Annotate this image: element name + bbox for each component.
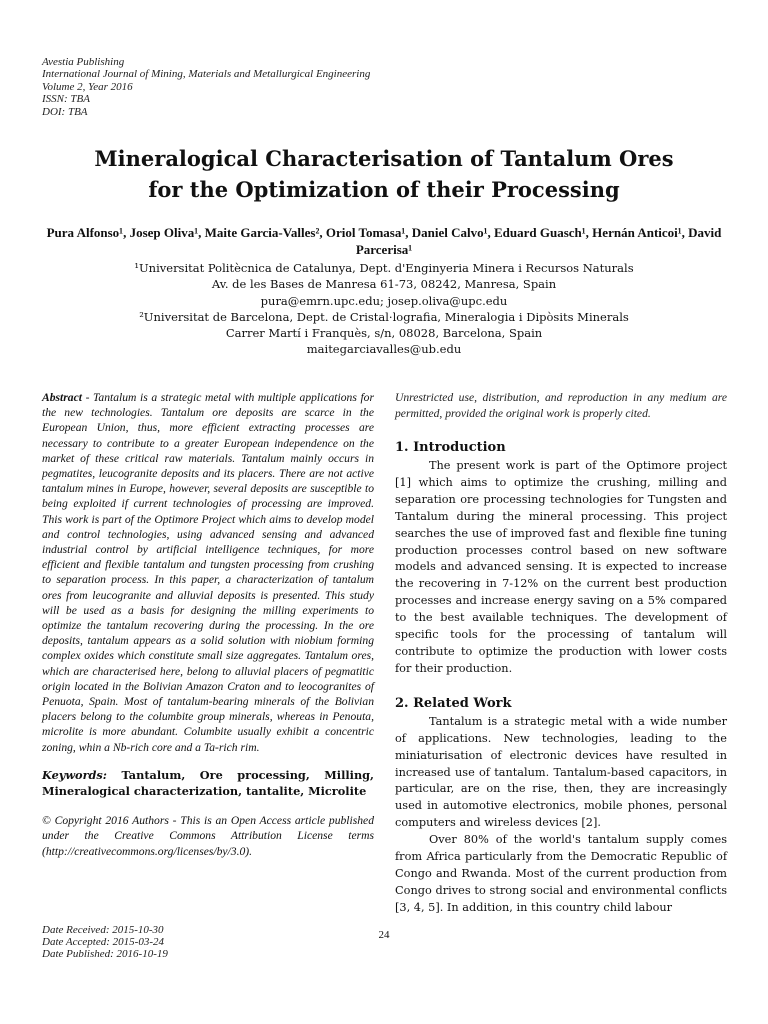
keywords-label: Keywords: [42, 767, 107, 782]
issn-info: ISSN: TBA [42, 93, 90, 106]
abstract-label: Abstract [42, 391, 82, 404]
volume-info: Volume 2, Year 2016 [42, 80, 133, 93]
date-published: Date Published: 2016-10-19 [42, 947, 168, 960]
page-number: 24 [378, 929, 390, 941]
journal-name: International Journal of Mining, Materials and Metallurgical Engineering [42, 68, 371, 81]
affiliation-1-emails: pura@emrn.upc.edu; josep.oliva@upc.edu [260, 293, 508, 308]
introduction-paragraph: The present work is part of the Optimore project [1] which aims to optimize the crushing, milling and separation ore processing technologies for Tungsten and Tantalum during the mineral processing. This project searches the use of improved fast and flexible fine tuning production processes control based on new software models and advanced sensing. It is expected to increase the recovering in 7-12% on the current best production processes and increase energy saving on a 5% compared to the best available techniques. The development of specific tools for the processing of tantalum will contribute to optimize the production with lower costs for their production. [395, 459, 727, 675]
affiliation-1-address: Av. de les Bases de Manresa 61-73, 08242, Manresa, Spain [211, 277, 557, 292]
affiliation-2-address: Carrer Martí i Franquès, s/n, 08028, Barcelona, Spain [225, 326, 543, 341]
abstract [42, 390, 374, 755]
paper-title [20, 143, 748, 205]
title-line-2: for the Optimization of their Processing [148, 177, 620, 202]
date-accepted: Date Accepted: 2015-03-24 [42, 935, 164, 948]
doi-info: DOI: TBA [42, 105, 88, 118]
abstract-text: - Tantalum is a strategic metal with multiple applications for the new technologies. Tantalum ore deposits are scarce in the European Union, thus, more efficient extracting processes are necessary to contribute to a greater European independence on the market of these critical raw materials. Tantalum mainly occurs in pegmatites, leucogranite deposits and its placers. There are not active tantalum mines in Europe, however, several deposits are susceptible to being exploited if current technologies of processing are improved. This work is part of the Optimore Project which aims to develop model and control technologies, using advanced sensing and advanced industrial control by artificial intelligence techniques, for more efficient and flexible tantalum and tungsten processing from crushing to separation process. In this paper, a characterization of tantalum ores from leucogranite and alluvial deposits is presented. This study will be used as a basis for designing the milling experiments to optimize the tantalum recovering during the processing. In the ore deposits, tantalum appears as a solid solution with niobium forming complex oxides which constitute small size aggregates. Tantalum ores, which are characterised here, belong to alluvial placers of pegmatitic origin located in the Bolivian Amazon Craton and to leocogranites of Penuota, Spain. Most of tantalum-bearing minerals of the Bolivian placers belong to the columbite group minerals, whereas in Penouta, microlite is more abundant. Columbite usually exhibit a concentric zoning, whin a Nb-rich core and a Ta-rich rim. [42, 391, 374, 754]
affiliation-2: ²Universitat de Barcelona, Dept. de Cristal·lografia, Mineralogia i Dipòsits Minerals [139, 309, 629, 324]
copyright-notice: © Copyright 2016 Authors - This is an Open Access article published under the Creative Commons Attribution License terms (http://creativecommons.org/licenses/by/3.0). [42, 813, 374, 858]
copyright-continuation: Unrestricted use, distribution, and reproduction in any medium are permitted, provided the original work is properly cited. [395, 391, 727, 420]
affiliations [40, 260, 728, 358]
publication-dates [42, 925, 168, 960]
publisher-name: Avestia Publishing [42, 56, 125, 68]
author-list: Pura Alfonso¹, Josep Oliva¹, Maite Garcia-Valles², Oriol Tomasa¹, Daniel Calvo¹, Eduard Guasch¹, Hernán Anticoi¹, David Parcerisa¹ [46, 225, 722, 257]
related-work-paragraph-2: Over 80% of the world's tantalum supply comes from Africa particularly from the Democratic Republic of Congo and Rwanda. Most of the current production from Congo drives to strong social and environmental conflicts [3, 4, 5]. In addition, in this country child labour [395, 833, 727, 914]
affiliation-1: ¹Universitat Politècnica de Catalunya, Dept. d'Enginyeria Minera i Recursos Naturals [134, 261, 634, 275]
affiliation-2-email: maitegarciavalles@ub.edu [306, 342, 462, 357]
section-heading-introduction: 1. Introduction [395, 440, 506, 455]
related-work-paragraph-1: Tantalum is a strategic metal with a wide number of applications. New technologies, leading to the miniaturisation of electronic devices have resulted in increased use of tantalum. Tantalum-based capacitors, in particular, are on the rise, then, they are increasingly used in automotive electronics, mobile phones, personal computers and wireless devices [2]. [395, 714, 727, 830]
keywords [42, 767, 374, 799]
journal-masthead [42, 56, 442, 118]
date-received: Date Received: 2015-10-30 [42, 924, 164, 936]
keywords-text: Tantalum, Ore processing, Milling, Mineralogical characterization, tantalite, Microlite [42, 767, 374, 798]
section-heading-related-work: 2. Related Work [395, 695, 512, 711]
right-column [395, 390, 727, 917]
title-line-1: Mineralogical Characterisation of Tantalum Ores [94, 146, 674, 171]
left-column [42, 390, 374, 859]
